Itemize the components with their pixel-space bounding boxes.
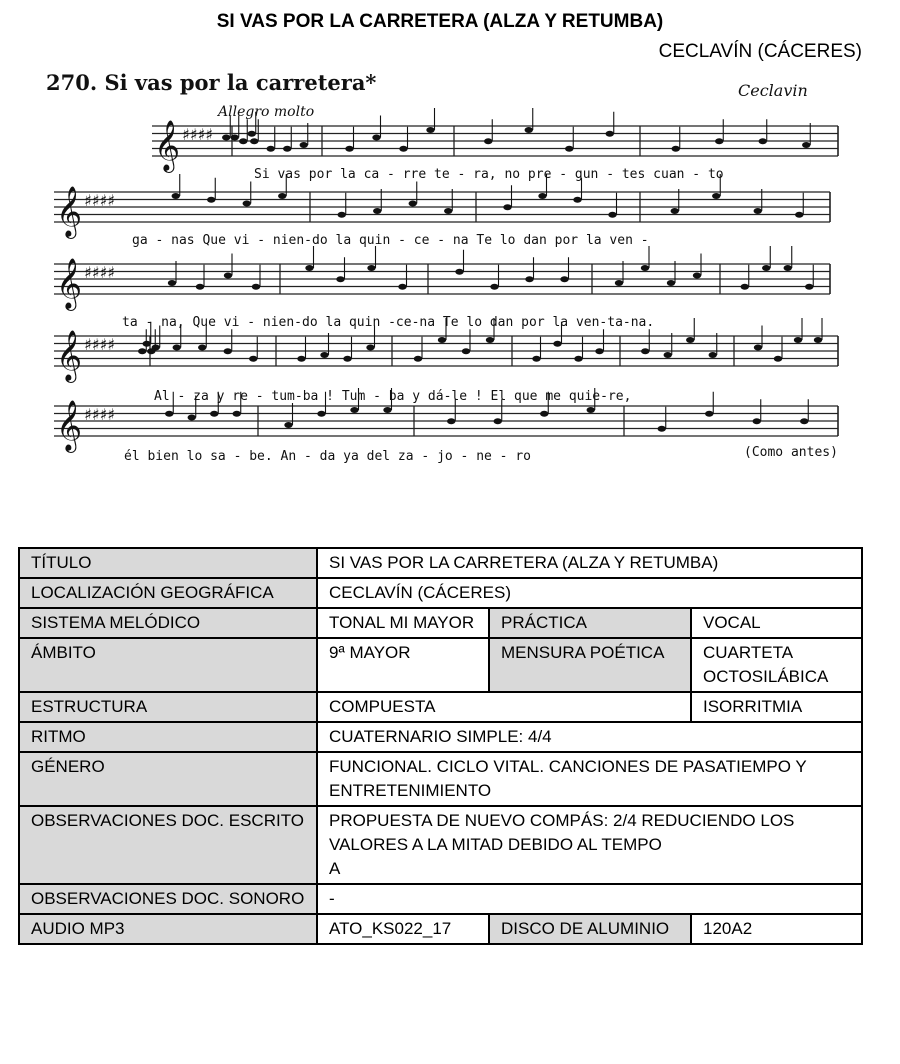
row-genero xyxy=(19,752,862,806)
label-estructura: ESTRUCTURA xyxy=(19,692,317,722)
note-head xyxy=(762,265,770,271)
note-head xyxy=(553,341,561,347)
note-head xyxy=(336,276,344,282)
note-head xyxy=(224,273,232,279)
note-head xyxy=(715,138,723,144)
note-head xyxy=(525,276,533,282)
note-head xyxy=(759,138,767,144)
row-ambito xyxy=(19,638,862,692)
key-signature: ♯♯♯♯ xyxy=(84,263,115,282)
note-head xyxy=(383,407,391,413)
note-head xyxy=(615,280,623,286)
note-head xyxy=(305,265,313,271)
note-head xyxy=(147,348,155,354)
note-head xyxy=(252,284,260,290)
note-head xyxy=(284,422,292,428)
note-head xyxy=(595,348,603,354)
note-head xyxy=(641,265,649,271)
value-ritmo: CUATERNARIO SIMPLE: 4/4 xyxy=(317,722,862,752)
value-localizacion: CECLAVÍN (CÁCERES) xyxy=(317,578,862,608)
obs-escrito-line2: A xyxy=(329,859,341,878)
score-place: Ceclavin xyxy=(738,81,808,100)
note-head xyxy=(248,131,256,137)
note-head xyxy=(231,135,239,141)
label-titulo: TÍTULO xyxy=(19,548,317,578)
note-head xyxy=(574,356,582,362)
label-audio: AUDIO MP3 xyxy=(19,914,317,944)
row-titulo xyxy=(19,548,862,578)
note-head xyxy=(350,407,358,413)
note-head xyxy=(573,197,581,203)
document-title: SI VAS POR LA CARRETERA (ALZA Y RETUMBA) xyxy=(216,11,664,32)
note-head xyxy=(297,356,305,362)
value-audio: ATO_KS022_17 xyxy=(317,914,489,944)
note-head xyxy=(705,411,713,417)
row-obs-sonoro xyxy=(19,884,862,914)
note-head xyxy=(168,280,176,286)
label-mensura: MENSURA POÉTICA xyxy=(489,638,691,692)
note-head xyxy=(239,138,247,144)
key-signature: ♯♯♯♯ xyxy=(84,335,115,354)
value-obs-sonoro: - xyxy=(317,884,862,914)
note-head xyxy=(444,208,452,214)
score-number-title: 270. Si vas por la carretera* xyxy=(46,70,377,95)
key-signature: ♯♯♯♯ xyxy=(84,191,115,210)
row-audio xyxy=(19,914,862,944)
row-sistema xyxy=(19,608,862,638)
note-head xyxy=(540,411,548,417)
label-disco: DISCO DE ALUMINIO xyxy=(489,914,691,944)
note-head xyxy=(538,193,546,199)
label-ritmo: RITMO xyxy=(19,722,317,752)
note-head xyxy=(712,193,720,199)
value-mensura: CUARTETA OCTOSILÁBICA xyxy=(691,638,862,692)
label-obs-escrito: OBSERVACIONES DOC. ESCRITO xyxy=(19,806,317,884)
note-head xyxy=(795,212,803,218)
note-head xyxy=(343,356,351,362)
value-estructura: COMPUESTA xyxy=(317,692,691,722)
note-head xyxy=(409,201,417,207)
note-head xyxy=(447,418,455,424)
row-localizacion xyxy=(19,578,862,608)
metadata-table xyxy=(18,547,863,945)
note-head xyxy=(484,138,492,144)
note-head xyxy=(774,356,782,362)
note-head xyxy=(658,426,666,432)
note-head xyxy=(399,146,407,152)
note-head xyxy=(754,208,762,214)
value-disco: 120A2 xyxy=(691,914,862,944)
note-head xyxy=(172,193,180,199)
label-sistema: SISTEMA MELÓDICO xyxy=(19,608,317,638)
note-head xyxy=(165,411,173,417)
note-head xyxy=(367,265,375,271)
score-note: (Como antes) xyxy=(744,445,838,460)
key-signature: ♯♯♯♯ xyxy=(84,405,115,424)
note-head xyxy=(138,348,146,354)
note-head xyxy=(587,407,595,413)
note-head xyxy=(462,348,470,354)
note-head xyxy=(503,204,511,210)
note-head xyxy=(250,138,258,144)
lyric-line-1: Si vas por la ca - rre te - ra, no pre - gun - tes cuan - to xyxy=(254,167,724,182)
label-localizacion: LOCALIZACIÓN GEOGRÁFICA xyxy=(19,578,317,608)
note-head xyxy=(802,142,810,148)
note-head xyxy=(455,269,463,275)
value-practica: VOCAL xyxy=(691,608,862,638)
label-genero: GÉNERO xyxy=(19,752,317,806)
treble-clef: 𝄞 xyxy=(56,330,83,381)
note-head xyxy=(196,284,204,290)
note-head xyxy=(754,345,762,351)
row-obs-escrito xyxy=(19,806,862,884)
note-head xyxy=(672,146,680,152)
lyric-line-4: Al - za y re - tum-ba ! Tum - ba y dá-le ! El que me quie-re, xyxy=(154,389,632,404)
note-head xyxy=(667,280,675,286)
note-head xyxy=(686,337,694,343)
note-head xyxy=(345,146,353,152)
note-head xyxy=(283,146,291,152)
note-head xyxy=(300,142,308,148)
note-head xyxy=(709,352,717,358)
note-head xyxy=(224,348,232,354)
note-head xyxy=(494,418,502,424)
note-head xyxy=(532,356,540,362)
label-practica: PRÁCTICA xyxy=(489,608,691,638)
note-head xyxy=(741,284,749,290)
note-head xyxy=(222,135,230,141)
note-head xyxy=(664,352,672,358)
row-estructura xyxy=(19,692,862,722)
value-isorritmia: ISORRITMIA xyxy=(691,692,862,722)
note-head xyxy=(814,337,822,343)
note-head xyxy=(366,345,374,351)
note-head xyxy=(249,356,257,362)
value-ambito: 9ª MAYOR xyxy=(317,638,489,692)
row-ritmo xyxy=(19,722,862,752)
treble-clef: 𝄞 xyxy=(56,186,83,237)
note-head xyxy=(693,273,701,279)
note-head xyxy=(426,127,434,133)
note-head xyxy=(188,415,196,421)
note-head xyxy=(565,146,573,152)
note-head xyxy=(525,127,533,133)
note-head xyxy=(641,348,649,354)
note-head xyxy=(490,284,498,290)
note-head xyxy=(338,212,346,218)
note-head xyxy=(560,276,568,282)
treble-clef: 𝄞 xyxy=(56,258,83,309)
lyric-line-5: él bien lo sa - be. An - da ya del za - jo - ne - ro xyxy=(124,449,531,464)
value-titulo: SI VAS POR LA CARRETERA (ALZA Y RETUMBA) xyxy=(317,548,862,578)
score-tempo: Allegro molto xyxy=(218,104,315,120)
note-head xyxy=(414,356,422,362)
note-head xyxy=(207,197,215,203)
obs-escrito-text: PROPUESTA DE NUEVO COMPÁS: 2/4 REDUCIENDO LOS VALORES A LA MITAD DEBIDO AL TEMPO xyxy=(329,811,795,854)
document-location: CECLAVÍN (CÁCERES) xyxy=(658,41,862,62)
note-head xyxy=(317,411,325,417)
note-head xyxy=(198,345,206,351)
value-obs-escrito xyxy=(317,806,862,884)
note-head xyxy=(233,411,241,417)
key-signature: ♯♯♯♯ xyxy=(182,125,213,144)
value-genero: FUNCIONAL. CICLO VITAL. CANCIONES DE PASATIEMPO Y ENTRETENIMIENTO xyxy=(317,752,862,806)
note-head xyxy=(372,135,380,141)
note-head xyxy=(800,418,808,424)
note-head xyxy=(173,345,181,351)
label-ambito: ÁMBITO xyxy=(19,638,317,692)
note-head xyxy=(398,284,406,290)
treble-clef: 𝄞 xyxy=(154,120,181,171)
note-head xyxy=(278,193,286,199)
note-head xyxy=(606,131,614,137)
note-head xyxy=(486,337,494,343)
lyric-line-3: ta - na, Que vi - nien-do la quin -ce-na Te lo dan por la ven-ta-na. xyxy=(122,315,655,330)
note-head xyxy=(320,352,328,358)
note-head xyxy=(267,146,275,152)
treble-clef: 𝄞 xyxy=(56,400,83,451)
note-head xyxy=(373,208,381,214)
note-head xyxy=(805,284,813,290)
note-head xyxy=(243,201,251,207)
note-head xyxy=(794,337,802,343)
note-head xyxy=(753,418,761,424)
note-head xyxy=(438,337,446,343)
music-score xyxy=(40,64,860,474)
note-head xyxy=(671,208,679,214)
note-head xyxy=(210,411,218,417)
lyric-line-2: ga - nas Que vi - nien-do la quin - ce - na Te lo dan por la ven - xyxy=(132,233,649,248)
value-sistema: TONAL MI MAYOR xyxy=(317,608,489,638)
label-obs-sonoro: OBSERVACIONES DOC. SONORO xyxy=(19,884,317,914)
note-head xyxy=(784,265,792,271)
note-head xyxy=(608,212,616,218)
